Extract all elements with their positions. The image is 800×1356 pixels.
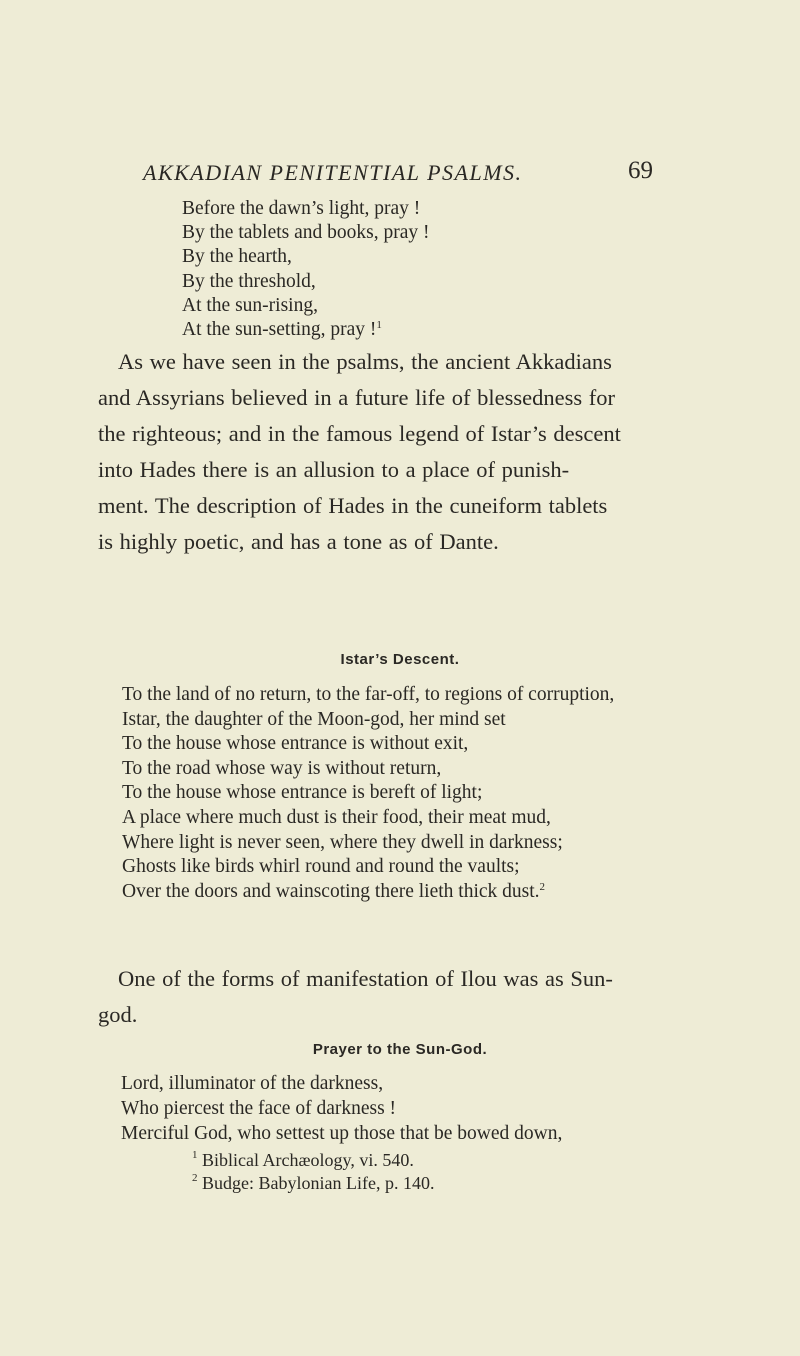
verse-line: Lord, illuminator of the darkness, [121, 1073, 384, 1094]
verse-line-text: At the sun-setting, pray ! [182, 318, 377, 340]
page-number: 69 [628, 157, 653, 184]
verse-line: To the road whose way is without return, [122, 757, 442, 779]
verse-line: A place where much dust is their food, their meat mud, [122, 806, 551, 828]
verse-line-last [122, 880, 614, 905]
running-head: AKKADIAN PENITENTIAL PSALMS. [143, 160, 523, 185]
verse-incantation [182, 197, 430, 342]
paragraph-line: As we have seen in the psalms, the ancient Akkadians [118, 349, 612, 374]
footnote-marker: 1 [376, 318, 382, 331]
verse-line: By the hearth, [182, 246, 292, 268]
verse-istar-descent [122, 683, 614, 904]
paragraph-line: ment. The description of Hades in the cuneiform tablets [98, 493, 608, 518]
verse-line: Istar, the daughter of the Moon-god, her mind set [122, 708, 506, 730]
verse-line-last [182, 318, 430, 342]
paragraph-line: god. [98, 1002, 138, 1027]
paragraph-line: is highly poetic, and has a tone as of Dante. [98, 529, 499, 554]
footnote-mark: 2 [192, 1172, 198, 1184]
footnote-marker: 2 [539, 880, 546, 893]
footnotes [192, 1149, 434, 1195]
footnote [192, 1149, 434, 1172]
paragraph-hades [98, 344, 710, 560]
paragraph-ilou [98, 961, 710, 1033]
verse-line: At the sun-rising, [182, 294, 318, 316]
footnote-text: Biblical Archæology, vi. 540. [202, 1150, 414, 1170]
paragraph-line: the righteous; and in the famous legend of Istar’s descent [98, 421, 621, 446]
footnote-text: Budge: Babylonian Life, p. 140. [202, 1173, 435, 1193]
verse-line: To the house whose entrance is bereft of light; [122, 782, 483, 804]
paragraph-line: and Assyrians believed in a future life of blessedness for [98, 385, 615, 410]
verse-line: Merciful God, who settest up those that be bowed down, [121, 1123, 563, 1144]
verse-sun-god-prayer [121, 1071, 562, 1146]
footnote [192, 1172, 434, 1195]
section-heading-sun-god: Prayer to the Sun-God. [312, 1041, 488, 1058]
verse-line: Before the dawn’s light, pray ! [182, 198, 421, 219]
verse-line: Who piercest the face of darkness ! [121, 1098, 397, 1119]
verse-line: To the land of no return, to the far-off, to regions of corruption, [122, 684, 615, 705]
verse-line-text: Over the doors and wainscoting there lieth thick dust. [122, 880, 540, 902]
verse-line: By the tablets and books, pray ! [182, 222, 430, 244]
footnote-mark: 1 [192, 1149, 198, 1161]
paragraph-line: One of the forms of manifestation of Ilou was as Sun- [118, 966, 613, 991]
verse-line: To the house whose entrance is without exit, [122, 733, 469, 755]
paragraph-line: into Hades there is an allusion to a place of punish- [98, 457, 570, 482]
section-heading-istar: Istar’s Descent. [340, 651, 460, 668]
verse-line: By the threshold, [182, 270, 316, 292]
verse-line: Ghosts like birds whirl round and round the vaults; [122, 856, 520, 878]
verse-line: Where light is never seen, where they dwell in darkness; [122, 831, 563, 853]
page-header [143, 157, 653, 190]
